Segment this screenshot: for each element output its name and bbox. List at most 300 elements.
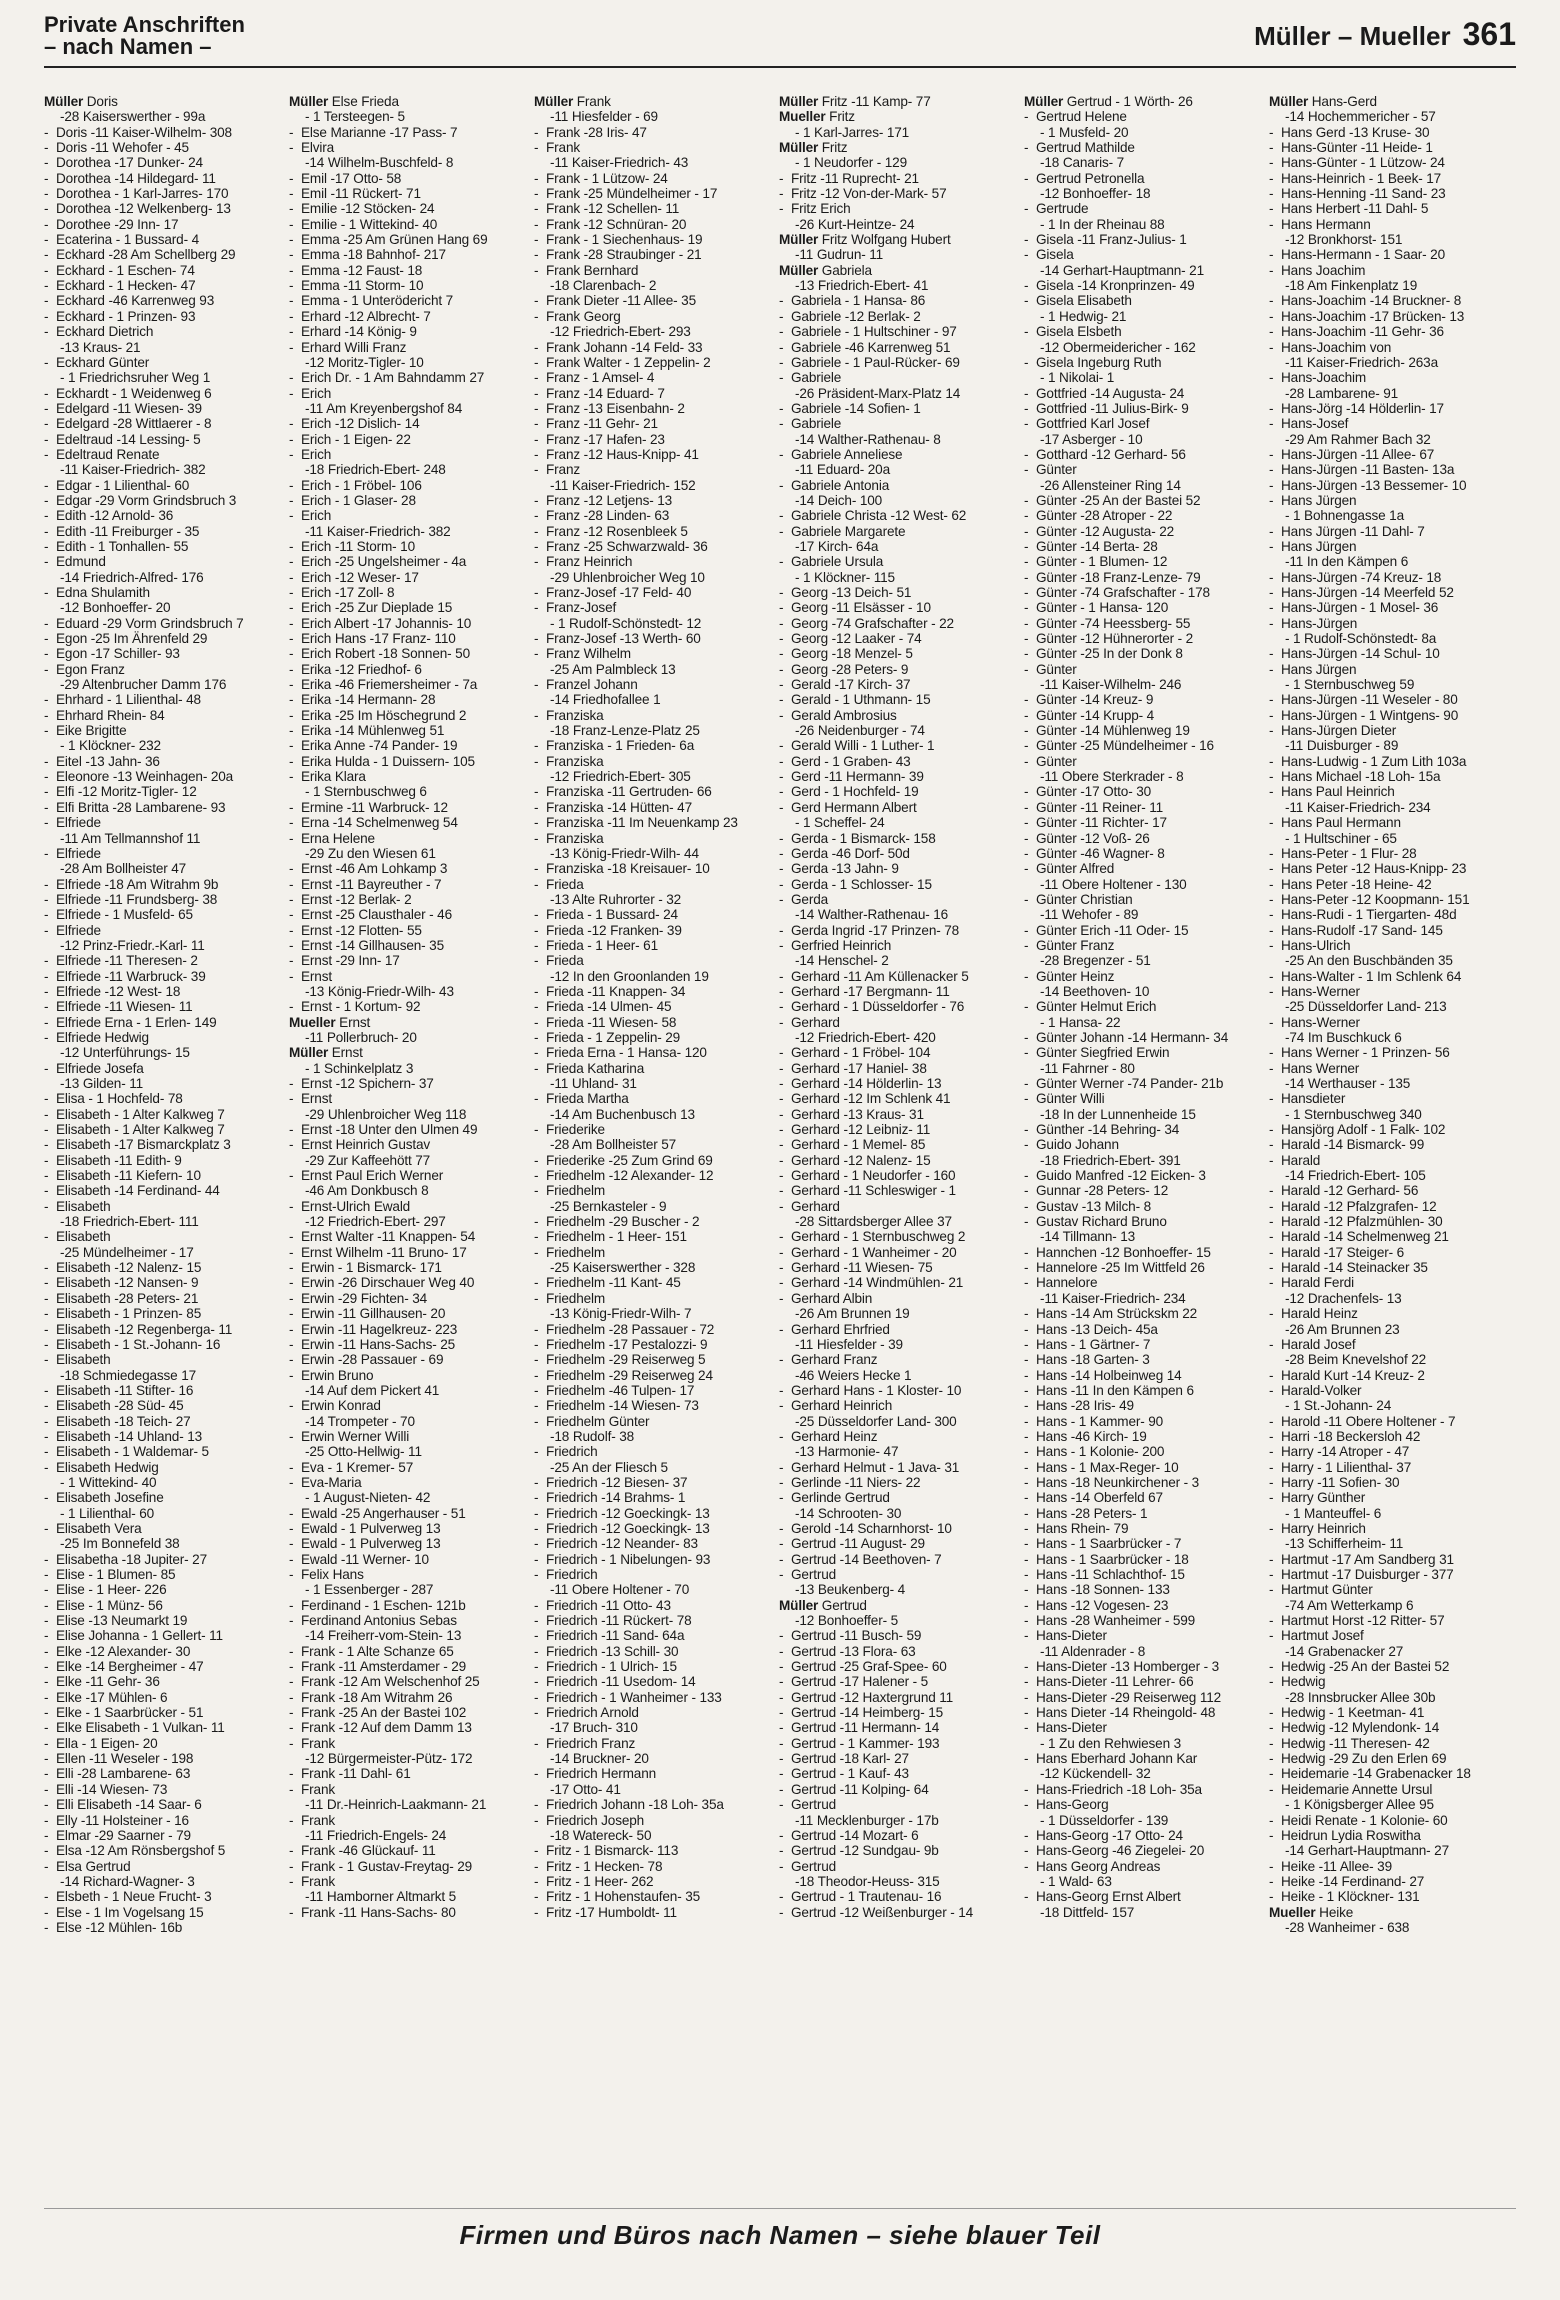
directory-entry: [779, 186, 1024, 201]
entry-dash: -: [44, 1122, 49, 1138]
entry-dash: -: [1024, 861, 1029, 877]
entry-text: Hans Werner: [1281, 1060, 1360, 1076]
entry-dash: -: [289, 1352, 294, 1368]
entry-text: Fritz Erich: [791, 201, 851, 217]
entry-text: - 1 Rudolf-Schönstedt- 12: [550, 615, 702, 631]
entry-dash: -: [779, 1290, 784, 1306]
entry-text: - 1 St.-Johann- 24: [1285, 1398, 1392, 1414]
directory-entry: [534, 416, 779, 431]
directory-entry: [289, 478, 534, 493]
entry-dash: -: [289, 1290, 294, 1306]
entry-dash: -: [1024, 1582, 1029, 1598]
directory-entry: [534, 278, 779, 293]
directory-entry: [779, 800, 1024, 815]
directory-entry: [1024, 1521, 1269, 1536]
entry-dash: -: [289, 1474, 294, 1490]
entry-text: Hans-Günter -11 Heide- 1: [1281, 140, 1433, 156]
directory-entry: [44, 1874, 289, 1889]
entry-text: Elisabeth -11 Kiefern- 10: [56, 1168, 201, 1184]
entry-text: Ernst Walter -11 Knappen- 54: [301, 1229, 476, 1245]
entry-text: Doris: [83, 94, 118, 109]
entry-text: Elisabeth Vera: [56, 1520, 142, 1536]
entry-text: -46 Am Donkbusch 8: [305, 1183, 429, 1199]
entry-text: -12 Bonhoeffer- 5: [795, 1613, 899, 1629]
directory-entry: [289, 1782, 534, 1797]
directory-entry: [534, 1475, 779, 1490]
directory-entry: [1024, 140, 1269, 155]
entry-dash: -: [1024, 1613, 1029, 1629]
directory-entry: [534, 1644, 779, 1659]
directory-entry: [289, 708, 534, 723]
entry-text: Hans Dieter -14 Rheingold- 48: [1036, 1705, 1216, 1721]
entry-dash: -: [534, 1382, 539, 1398]
entry-surname: Müller: [534, 94, 574, 109]
directory-entry: [534, 907, 779, 922]
entry-text: Günter Erich -11 Oder- 15: [1036, 922, 1189, 938]
entry-dash: -: [1024, 324, 1029, 340]
entry-text: Erwin Bruno: [301, 1367, 374, 1383]
directory-entry: [534, 94, 779, 109]
entry-text: Elke - 1 Saarbrücker - 51: [56, 1705, 204, 1721]
entry-text: - 1 Klöckner- 232: [60, 738, 161, 754]
entry-dash: -: [779, 1275, 784, 1291]
entry-text: Friedrich -11 Sand- 64a: [546, 1628, 685, 1644]
directory-entry: [44, 293, 289, 308]
directory-entry: [534, 1490, 779, 1505]
entry-dash: -: [534, 1336, 539, 1352]
directory-entry: [1269, 831, 1514, 846]
entry-text: -12 Moritz-Tigler- 10: [305, 354, 424, 370]
entry-dash: -: [1024, 1336, 1029, 1352]
directory-entry: [1024, 892, 1269, 907]
entry-dash: -: [289, 1705, 294, 1721]
entry-text: Elke Elisabeth - 1 Vulkan- 11: [56, 1720, 225, 1736]
directory-entry: [1269, 386, 1514, 401]
directory-entry: [1024, 984, 1269, 999]
entry-dash: -: [289, 278, 294, 294]
directory-entry: [289, 340, 534, 355]
directory-entry: [779, 1107, 1024, 1122]
directory-entry: [289, 1705, 534, 1720]
entry-dash: -: [289, 1306, 294, 1322]
entry-text: Erika -12 Friedhof- 6: [301, 661, 422, 677]
entry-text: Friedhelm -14 Wiesen- 73: [546, 1398, 699, 1414]
directory-entry: [1269, 1122, 1514, 1137]
directory-entry: [289, 1076, 534, 1091]
directory-entry: [1024, 1429, 1269, 1444]
entry-dash: -: [1269, 723, 1274, 739]
directory-entry: [289, 1229, 534, 1244]
entry-text: Gerhard -13 Kraus- 31: [791, 1106, 924, 1122]
directory-entry: [1269, 1889, 1514, 1904]
entry-dash: -: [534, 416, 539, 432]
entry-surname: Mueller: [289, 1014, 336, 1030]
directory-entry: [1024, 1843, 1269, 1858]
directory-entry: [289, 1552, 534, 1567]
directory-entry: [779, 201, 1024, 216]
entry-dash: -: [534, 907, 539, 923]
directory-entry: [779, 1475, 1024, 1490]
entry-dash: -: [1269, 293, 1274, 309]
directory-entry: [289, 1475, 534, 1490]
entry-dash: -: [44, 1812, 49, 1828]
entry-text: Dorothea -14 Hildegard- 11: [56, 170, 216, 186]
directory-entry: [534, 831, 779, 846]
entry-dash: -: [1269, 1306, 1274, 1322]
entry-dash: -: [44, 186, 49, 202]
directory-entry: [1269, 370, 1514, 385]
entry-text: Hedwig -12 Mylendonk- 14: [1281, 1720, 1440, 1736]
entry-text: -28 Beim Knevelshof 22: [1285, 1352, 1427, 1368]
entry-dash: -: [534, 262, 539, 278]
directory-entry: [289, 800, 534, 815]
entry-text: Gerhard -17 Haniel- 38: [791, 1060, 927, 1076]
entry-dash: -: [779, 615, 784, 631]
entry-text: -26 Präsident-Marx-Platz 14: [795, 385, 961, 401]
entry-text: Gertrud: [791, 1858, 837, 1874]
directory-entry: [44, 171, 289, 186]
entry-text: Elisabeth -11 Stifter- 16: [56, 1382, 194, 1398]
entry-text: Frank -28 Straubinger - 21: [546, 247, 702, 263]
entry-dash: -: [1024, 1275, 1029, 1291]
entry-dash: -: [1269, 1567, 1274, 1582]
directory-entry: [779, 784, 1024, 799]
entry-text: -12 Unterführungs- 15: [60, 1045, 190, 1061]
directory-entry: [289, 1444, 534, 1459]
entry-text: Frieda Katharina: [546, 1060, 645, 1076]
entry-text: Friedrich: [546, 1567, 598, 1582]
directory-entry: [44, 1030, 289, 1045]
section-title: [44, 14, 245, 58]
column-1: [44, 94, 289, 2202]
entry-dash: -: [534, 1229, 539, 1245]
entry-text: Gertrud -25 Graf-Spee- 60: [791, 1659, 947, 1675]
directory-entry: [289, 1414, 534, 1429]
directory-entry: [289, 754, 534, 769]
entry-dash: -: [1024, 1843, 1029, 1859]
directory-entry: [289, 263, 534, 278]
entry-text: Franz Wilhelm: [546, 646, 631, 662]
directory-entry: [1024, 692, 1269, 707]
directory-entry: [534, 662, 779, 677]
entry-dash: -: [44, 999, 49, 1015]
entry-dash: -: [44, 1613, 49, 1629]
footer-note: Firmen und Büros nach Namen – siehe blauer Teil: [459, 2220, 1101, 2250]
column-5: [1024, 94, 1269, 2202]
entry-text: -11 Duisburger - 89: [1285, 738, 1399, 754]
directory-entry: [44, 1229, 289, 1244]
entry-text: Fritz -17 Humboldt- 11: [546, 1904, 677, 1920]
entry-text: Eva-Maria: [301, 1474, 362, 1490]
entry-text: Fritz: [825, 109, 855, 125]
directory-entry: [534, 1429, 779, 1444]
directory-entry: [779, 1444, 1024, 1459]
entry-text: - 1 Sternbuschweg 59: [1285, 677, 1415, 693]
entry-dash: -: [1024, 830, 1029, 846]
entry-dash: -: [779, 1398, 784, 1414]
entry-text: Friederike: [546, 1122, 605, 1138]
directory-entry: [289, 1429, 534, 1444]
entry-text: Elsbeth - 1 Neue Frucht- 3: [56, 1889, 212, 1905]
directory-entry: [289, 125, 534, 140]
directory-entry: [44, 861, 289, 876]
directory-entry: [1269, 1644, 1514, 1659]
entry-text: Friedrich Franz: [546, 1735, 636, 1751]
directory-entry: [779, 1076, 1024, 1091]
directory-entry: [289, 1889, 534, 1904]
entry-dash: -: [1269, 1198, 1274, 1214]
directory-entry: [289, 1690, 534, 1705]
entry-text: Erich: [301, 385, 332, 401]
directory-entry: [44, 1153, 289, 1168]
entry-dash: -: [534, 1505, 539, 1521]
directory-entry: [534, 877, 779, 892]
entry-dash: -: [289, 477, 294, 493]
entry-dash: -: [534, 170, 539, 186]
directory-entry: [1024, 1674, 1269, 1689]
entry-text: Hans-Jürgen -14 Meerfeld 52: [1281, 585, 1454, 600]
entry-text: -12 Kückendell- 32: [1040, 1766, 1151, 1782]
entry-dash: -: [779, 1827, 784, 1843]
entry-text: Hans-Friedrich -18 Loh- 35a: [1036, 1781, 1202, 1797]
directory-entry: [289, 524, 534, 539]
entry-dash: -: [1024, 692, 1029, 708]
entry-dash: -: [44, 1827, 49, 1843]
entry-dash: -: [534, 999, 539, 1015]
directory-entry: [44, 677, 289, 692]
entry-text: Gerhard Heinrich: [791, 1398, 893, 1414]
directory-entry: [534, 462, 779, 477]
directory-entry: [779, 1137, 1024, 1152]
directory-entry: [534, 1030, 779, 1045]
entry-dash: -: [534, 1659, 539, 1675]
entry-text: Elke -12 Alexander- 30: [56, 1643, 191, 1659]
directory-entry: [44, 1214, 289, 1229]
entry-dash: -: [1024, 585, 1029, 600]
directory-entry: [1024, 1444, 1269, 1459]
entry-dash: -: [44, 1459, 49, 1475]
directory-entry: [1269, 324, 1514, 339]
entry-dash: -: [289, 339, 294, 355]
entry-dash: -: [44, 953, 49, 969]
directory-entry: [779, 938, 1024, 953]
section-title-line2: – nach Namen –: [44, 34, 212, 59]
entry-text: -25 An den Buschbänden 35: [1285, 953, 1453, 969]
directory-entry: [779, 370, 1024, 385]
directory-entry: [289, 1168, 534, 1183]
entry-text: Günter -25 Mündelheimer - 16: [1036, 738, 1214, 754]
directory-entry: [1024, 1598, 1269, 1613]
entry-dash: -: [534, 1091, 539, 1107]
entry-text: -12 Friedrich-Ebert- 420: [795, 1029, 936, 1045]
entry-dash: -: [1269, 1628, 1274, 1644]
entry-text: Frank -12 Auf dem Damm 13: [301, 1720, 472, 1736]
directory-entry: [1269, 953, 1514, 968]
entry-text: Günter Alfred: [1036, 861, 1115, 877]
entry-dash: -: [289, 753, 294, 769]
entry-text: Friedrich -11 Usedom- 14: [546, 1674, 696, 1690]
entry-text: Hans-Rudi - 1 Tiergarten- 48d: [1281, 907, 1457, 923]
directory-entry: [779, 1030, 1024, 1045]
entry-dash: -: [1269, 1705, 1274, 1721]
entry-dash: -: [44, 201, 49, 217]
entry-text: Guido Johann: [1036, 1137, 1119, 1153]
entry-text: Erwin - 1 Bismarck- 171: [301, 1260, 442, 1276]
directory-entry: [779, 1813, 1024, 1828]
entry-text: Franz - 1 Amsel- 4: [546, 370, 655, 386]
entry-text: Franziska -14 Hütten- 47: [546, 799, 692, 815]
entry-text: Elli Elisabeth -14 Saar- 6: [56, 1797, 202, 1813]
entry-text: Hans-Dieter -11 Lehrer- 66: [1036, 1674, 1194, 1690]
entry-text: Elvira: [301, 140, 335, 156]
entry-text: Franzel Johann: [546, 677, 638, 693]
entry-dash: -: [1269, 140, 1274, 156]
entry-surname: Müller: [779, 232, 819, 248]
entry-text: -13 Gilden- 11: [60, 1076, 144, 1091]
directory-entry: [1269, 754, 1514, 769]
entry-text: Dorothee -29 Inn- 17: [56, 216, 179, 232]
entry-text: Gertrud -12 Weißenburger - 14: [791, 1904, 974, 1920]
entry-text: -12 Bronkhorst- 151: [1285, 232, 1403, 248]
directory-entry: [44, 1766, 289, 1781]
entry-dash: -: [44, 1659, 49, 1675]
directory-entry: [44, 754, 289, 769]
directory-entry: [289, 585, 534, 600]
directory-entry: [44, 1506, 289, 1521]
directory-entry: [1024, 1905, 1269, 1920]
entry-dash: -: [1269, 1582, 1274, 1598]
directory-entry: [1024, 723, 1269, 738]
entry-dash: -: [1269, 661, 1274, 677]
directory-entry: [1024, 1659, 1269, 1674]
entry-text: Gisela -11 Franz-Julius- 1: [1036, 232, 1187, 248]
entry-text: Harald -17 Steiger- 6: [1281, 1244, 1405, 1260]
directory-entry: [534, 186, 779, 201]
entry-dash: -: [779, 1244, 784, 1260]
directory-entry: [1024, 662, 1269, 677]
directory-entry: [534, 1536, 779, 1551]
entry-text: Gertrud -12 Haxtergrund 11: [791, 1689, 954, 1705]
entry-dash: -: [289, 692, 294, 708]
directory-entry: [44, 1383, 289, 1398]
entry-text: -18 Watereck- 50: [550, 1827, 652, 1843]
entry-dash: -: [534, 815, 539, 831]
column-6: [1269, 94, 1514, 2202]
directory-entry: [289, 1061, 534, 1076]
directory-entry: [44, 524, 289, 539]
entry-text: Elke -11 Gehr- 36: [56, 1674, 160, 1690]
entry-text: -18 Rudolf- 38: [550, 1428, 635, 1444]
entry-text: Günter Franz: [1036, 937, 1115, 953]
directory-entry: [534, 293, 779, 308]
entry-text: -18 Am Finkenplatz 19: [1285, 278, 1418, 294]
entry-text: Günter: [1036, 753, 1077, 769]
entry-text: -14 Henschel- 2: [795, 953, 889, 969]
directory-entry: [1024, 1889, 1269, 1904]
entry-dash: -: [1269, 1244, 1274, 1260]
directory-entry: [44, 1828, 289, 1843]
entry-text: -11 Hiesfelder - 39: [795, 1336, 903, 1352]
entry-text: -25 Mündelheimer - 17: [60, 1244, 194, 1260]
directory-entry: [289, 1398, 534, 1413]
entry-dash: -: [44, 431, 49, 447]
entry-dash: -: [1269, 339, 1274, 355]
directory-entry: [779, 1291, 1024, 1306]
entry-dash: -: [779, 753, 784, 769]
entry-text: Hedwig: [1281, 1674, 1326, 1690]
entry-text: Elisabeth -12 Regenberga- 11: [56, 1321, 233, 1337]
directory-entry: [1024, 1506, 1269, 1521]
directory-entry: [1024, 999, 1269, 1014]
entry-dash: -: [1024, 278, 1029, 294]
entry-text: Friedhelm -12 Alexander- 12: [546, 1168, 714, 1184]
entry-dash: -: [1269, 1674, 1274, 1690]
entry-dash: -: [44, 1275, 49, 1291]
entry-dash: -: [1024, 1183, 1029, 1199]
directory-entry: [289, 846, 534, 861]
directory-entry: [779, 217, 1024, 232]
entry-text: - 1 Hultschiner - 65: [1285, 830, 1397, 846]
directory-entry: [289, 1291, 534, 1306]
entry-text: Gottfried Karl Josef: [1036, 416, 1150, 432]
directory-entry: [534, 478, 779, 493]
directory-entry: [289, 1015, 534, 1030]
entry-text: -13 Friedrich-Ebert- 41: [795, 278, 929, 294]
entry-dash: -: [289, 431, 294, 447]
entry-text: Ella - 1 Eigen- 20: [56, 1735, 158, 1751]
entry-text: Frank Dieter -11 Allee- 35: [546, 293, 696, 309]
entry-dash: -: [44, 922, 49, 938]
directory-entry: [534, 1015, 779, 1030]
entry-text: Hans-Dieter -13 Homberger - 3: [1036, 1659, 1220, 1675]
directory-entry: [1024, 616, 1269, 631]
entry-dash: -: [534, 830, 539, 846]
entry-text: Erna -14 Schelmenweg 54: [301, 815, 458, 831]
entry-dash: -: [534, 1275, 539, 1291]
directory-entry: [1269, 539, 1514, 554]
entry-dash: -: [44, 1137, 49, 1153]
section-title-line1: Private Anschriften: [44, 12, 245, 37]
directory-entry: [779, 662, 1024, 677]
entry-text: - 1 Klöckner- 115: [795, 569, 895, 585]
entry-dash: -: [289, 769, 294, 785]
entry-text: Friedrich Joseph: [546, 1812, 645, 1828]
entry-text: Emil -11 Rückert- 71: [301, 186, 421, 202]
entry-text: Hans-Werner: [1281, 983, 1360, 999]
directory-entry: [779, 1229, 1024, 1244]
entry-dash: -: [534, 1029, 539, 1045]
entry-text: Frank -11 Amsterdamer - 29: [301, 1659, 467, 1675]
entry-text: -12 Friedrich-Ebert- 293: [550, 324, 691, 340]
entry-dash: -: [1024, 1520, 1029, 1536]
entry-text: Elsa Gertrud: [56, 1858, 131, 1874]
directory-entry: [1024, 815, 1269, 830]
entry-dash: -: [289, 1367, 294, 1383]
directory-entry: [534, 585, 779, 600]
entry-text: Edith - 1 Tonhallen- 55: [56, 538, 189, 554]
entry-text: Heike -14 Ferdinand- 27: [1281, 1873, 1425, 1889]
entry-dash: -: [1269, 1858, 1274, 1874]
entry-text: -25 Am Palmbleck 13: [550, 661, 676, 677]
entry-dash: -: [1269, 968, 1274, 984]
entry-text: Gertrud -11 Kolping- 64: [791, 1781, 929, 1797]
entry-text: Frank: [301, 1812, 335, 1828]
directory-entry: [1024, 923, 1269, 938]
directory-entry: [779, 1337, 1024, 1352]
entry-text: Franz -17 Hafen- 23: [546, 431, 665, 447]
entry-dash: -: [44, 1183, 49, 1199]
entry-text: - 1 Nikolai- 1: [1040, 370, 1115, 386]
